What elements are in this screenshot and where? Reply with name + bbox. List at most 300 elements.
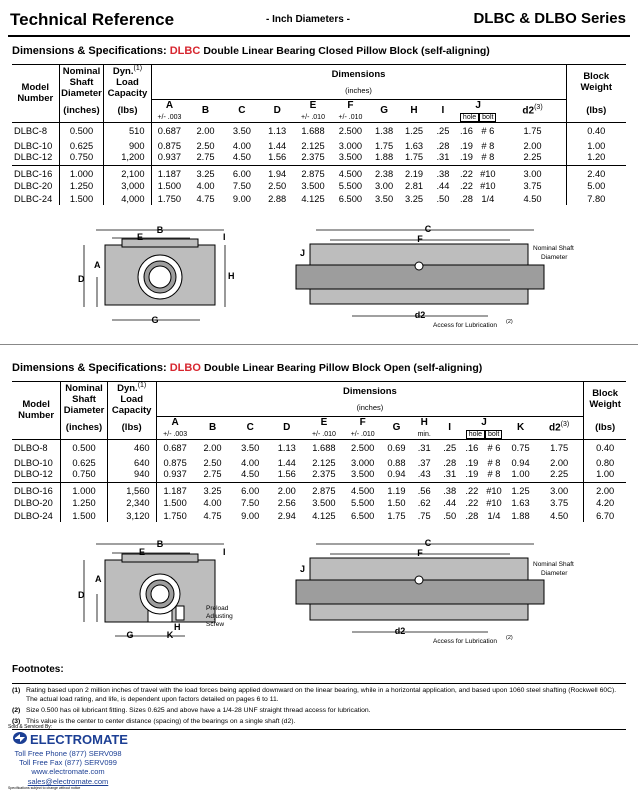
dlbo-label-c: C	[424, 538, 432, 548]
dlbc-col-h: H	[399, 99, 429, 122]
dlbc-label-d: D	[78, 274, 85, 284]
table-cell: DLBO-16	[12, 483, 61, 497]
dlbo-table-body	[12, 439, 626, 522]
table-cell: # 6	[487, 442, 501, 453]
dlbo-label-i: I	[223, 547, 226, 557]
table-cell: 2.38	[369, 166, 399, 180]
table-cell: 7.50	[232, 180, 251, 191]
contact-phone: Toll Free Phone (877) SERV098	[14, 749, 122, 758]
dlbo-preload-2: Adjusting	[206, 613, 233, 620]
table-cell: #10	[486, 497, 502, 508]
table-cell: .16	[465, 442, 479, 453]
dlbc-label-h: H	[228, 271, 235, 281]
dlbo-preload-1: Preload	[206, 605, 229, 612]
table-cell: 5.500	[351, 497, 375, 508]
dlbo-label-a: A	[95, 574, 102, 584]
footnote-1	[12, 686, 626, 704]
dlbo-col-e-label: E	[320, 416, 328, 428]
table-cell: 3,000	[104, 179, 151, 192]
dlbo-col-h-min: min.	[417, 430, 431, 438]
table-cell: 510	[104, 122, 151, 139]
table-cell: 7.50	[241, 497, 260, 508]
table-cell: #10	[476, 166, 500, 180]
table-cell: 3.500	[338, 152, 363, 163]
table-row	[12, 483, 626, 497]
table-cell: 4.00	[196, 180, 215, 191]
dlbc-col-j-label: J	[475, 99, 481, 111]
dlbo-col-j	[462, 416, 506, 439]
table-cell: DLBO-20	[12, 496, 61, 509]
dlbo-col-k: K	[506, 416, 535, 439]
table-cell: .37	[417, 457, 431, 468]
dlbc-col-e	[294, 99, 331, 122]
table-cell: 1.00	[596, 469, 615, 480]
dlbc-head-dyn-label: Dyn.	[112, 66, 134, 78]
table-cell: 1.63	[511, 497, 530, 508]
dlbc-col-d: D	[260, 99, 294, 122]
dlbo-col-j-hole: hole	[466, 430, 485, 439]
table-cell: 2.94	[277, 510, 296, 521]
spec-note: Specifications subject to change without notice	[8, 786, 81, 790]
dlbo-title-prefix: Dimensions & Specifications:	[12, 362, 167, 374]
dlbc-lubrication: Access for Lubrication	[433, 322, 497, 329]
table-cell: 2.88	[268, 193, 287, 204]
dlbc-diagram	[0, 222, 638, 338]
table-cell: 0.875	[163, 457, 187, 468]
table-cell: 0.625	[59, 139, 104, 152]
table-cell: 2.00	[500, 139, 566, 152]
dlbo-head-weight-unit: (lbs)	[584, 416, 626, 439]
table-cell: 2.75	[196, 152, 215, 163]
dlbc-head-model: Model Number	[12, 65, 59, 123]
dlbo-label-k: K	[166, 630, 174, 640]
dlbc-col-j-bolt: bolt	[479, 113, 496, 122]
table-cell: 900	[104, 139, 151, 152]
table-cell: .50	[436, 193, 450, 204]
table-cell: 0.80	[596, 457, 615, 468]
dlbc-col-d2-label: d2	[522, 105, 535, 117]
dlbc-code: DLBC	[169, 45, 201, 57]
contact-web[interactable]: www.electromate.com	[31, 767, 105, 777]
electromate-contact	[8, 724, 128, 790]
dlbo-col-a	[156, 416, 194, 439]
table-cell: .44	[443, 497, 457, 508]
table-cell: 1/4	[481, 193, 495, 204]
table-cell: 0.75	[511, 442, 530, 453]
table-cell: .22	[465, 497, 479, 508]
table-cell: 1.187	[156, 483, 194, 497]
table-cell: 3.000	[351, 457, 375, 468]
table-cell: .19	[465, 469, 479, 480]
series-title: DLBC & DLBO Series	[473, 10, 626, 27]
table-cell: 0.937	[163, 469, 187, 480]
table-cell: DLBC-8	[12, 122, 59, 139]
contact-fax: Toll Free Fax (877) SERV099	[19, 758, 117, 768]
dlbo-col-a-tol: +/- .003	[163, 430, 188, 438]
dlbc-head-weight: Block Weight	[566, 65, 626, 100]
table-cell: DLBO-12	[12, 469, 61, 483]
table-cell: 6.500	[338, 193, 363, 204]
dlbo-label-h: H	[174, 622, 181, 632]
table-cell: 4.125	[301, 193, 325, 204]
table-cell: 2.50	[203, 457, 222, 468]
table-cell: 4.50	[241, 469, 260, 480]
table-cell: 4.50	[232, 152, 251, 163]
table-cell: 7.80	[587, 193, 606, 204]
dlbo-col-a-label: A	[171, 416, 179, 428]
table-cell: .62	[417, 497, 431, 508]
electromate-brand: ELECTROMATE	[30, 732, 128, 747]
table-cell: 4.500	[332, 166, 369, 180]
dlbc-col-j-hole: hole	[460, 113, 479, 122]
table-cell: 1.500	[157, 180, 182, 191]
table-row	[12, 469, 626, 483]
footnote-3-text: This value is the center to center distance (spacing) of the bearings on a single shaft (d2).	[26, 718, 296, 725]
table-cell: 3.00	[375, 180, 394, 191]
dlbc-label-b: B	[156, 225, 164, 235]
dlbc-label-d2: d2	[414, 310, 426, 320]
footnotes	[12, 664, 626, 730]
table-cell: DLBC-16	[12, 166, 59, 180]
dlbc-col-j	[457, 99, 500, 122]
table-cell: 0.750	[61, 469, 108, 483]
table-cell: 4.50	[535, 509, 584, 522]
table-cell: 1.000	[61, 483, 108, 497]
table-cell: 6.00	[231, 483, 269, 497]
table-cell: 1.25	[404, 125, 424, 136]
table-cell: 1.000	[59, 166, 104, 180]
table-cell: 2.56	[277, 497, 296, 508]
section-divider	[0, 344, 638, 345]
table-cell: 2,340	[107, 496, 156, 509]
table-cell: 940	[107, 469, 156, 483]
table-cell: 6.500	[351, 510, 375, 521]
dlbc-col-d2-sup: (3)	[534, 104, 543, 112]
footnotes-title: Footnotes:	[12, 664, 64, 675]
dlbo-label-b: B	[156, 539, 164, 549]
dlbo-spec-table	[12, 381, 626, 522]
table-cell: .38	[437, 483, 461, 497]
dlbo-lub-sup: (2)	[506, 635, 513, 641]
table-cell: # 8	[487, 457, 501, 468]
table-cell: .44	[436, 180, 450, 191]
table-cell: 3.50	[241, 442, 260, 453]
footnote-3-num: (3)	[12, 718, 21, 725]
table-cell: .16	[459, 125, 473, 136]
dlbo-col-f	[343, 416, 382, 439]
dlbc-head-nominal-unit: (inches)	[59, 99, 104, 122]
table-cell: 2,100	[104, 166, 151, 180]
table-cell: .25	[443, 442, 457, 453]
table-cell: # 6	[481, 125, 495, 136]
table-row	[12, 509, 626, 522]
dlbo-section-title	[12, 362, 482, 374]
table-cell: 0.88	[387, 457, 406, 468]
table-cell: 2.75	[203, 469, 222, 480]
table-cell: 1.250	[61, 496, 108, 509]
table-cell: 1.187	[151, 166, 187, 180]
dlbc-head-dimensions: Dimensions	[151, 65, 566, 84]
dlbc-label-e: E	[136, 232, 144, 242]
table-cell: 640	[107, 456, 156, 469]
electromate-logo-icon	[12, 731, 28, 745]
table-cell: 1.500	[59, 192, 104, 205]
dlbo-label-d: D	[78, 590, 85, 600]
dlbo-head-nominal-unit: (inches)	[61, 416, 108, 439]
table-cell: 5.00	[587, 180, 606, 191]
dlbc-col-f-label: F	[347, 99, 354, 111]
table-cell: .22	[457, 166, 476, 180]
table-cell: 1.00	[511, 469, 530, 480]
dlbo-col-i: I	[437, 416, 461, 439]
table-cell: 2.50	[196, 140, 215, 151]
table-cell: DLBO-10	[12, 456, 61, 469]
table-cell: 1.75	[387, 510, 406, 521]
dlbo-col-d2-label: d2	[549, 422, 561, 434]
table-cell: 1.88	[511, 510, 530, 521]
table-cell: 1.44	[277, 457, 296, 468]
dlbo-label-g: G	[126, 630, 134, 640]
table-cell: 1/4	[487, 510, 501, 521]
dlbc-col-i: I	[429, 99, 457, 122]
table-cell: 4,000	[104, 192, 151, 205]
dlbo-col-j-label: J	[481, 416, 487, 428]
table-cell: 1.50	[387, 497, 406, 508]
table-cell: 1.500	[61, 509, 108, 522]
table-cell: .31	[436, 152, 450, 163]
table-cell: 0.937	[157, 152, 182, 163]
table-cell: DLBC-20	[12, 179, 59, 192]
contact-block	[14, 749, 122, 786]
table-cell: 0.40	[596, 442, 615, 453]
table-cell: # 8	[481, 152, 495, 163]
dlbc-head-dyn-sup: (1)	[133, 65, 143, 72]
table-cell: 1,560	[107, 483, 156, 497]
table-cell: .28	[443, 457, 457, 468]
dlbo-col-j-bolt: bolt	[485, 430, 502, 439]
dlbc-head-nominal: Nominal Shaft Diameter	[59, 65, 104, 100]
table-cell: 2.375	[301, 152, 325, 163]
contact-email[interactable]: sales@electromate.com	[27, 776, 109, 786]
table-cell: 3.25	[187, 166, 223, 180]
table-cell: 5.500	[338, 180, 363, 191]
dlbo-preload-3: Screw	[206, 621, 225, 628]
table-cell: 3.25	[404, 193, 424, 204]
table-cell: 2.875	[294, 166, 331, 180]
dlbc-col-a	[151, 99, 187, 122]
table-cell: 3.500	[312, 497, 336, 508]
table-cell: .25	[436, 125, 450, 136]
table-cell: DLBC-12	[12, 152, 59, 166]
dlbc-col-c: C	[224, 99, 260, 122]
table-cell: 2.00	[203, 442, 222, 453]
table-cell: 1.75	[404, 152, 424, 163]
table-cell: 1.688	[301, 125, 325, 136]
table-cell: 2.875	[305, 483, 344, 497]
dlbc-head-dyn-unit: (lbs)	[104, 99, 151, 122]
table-cell: # 8	[487, 469, 501, 480]
table-cell: 2.500	[338, 125, 363, 136]
dlbo-col-f-label: F	[359, 416, 366, 428]
table-row	[12, 439, 626, 456]
dlbo-label-e: E	[138, 547, 146, 557]
dlbc-side-view	[296, 224, 574, 329]
dlbc-section-title	[12, 45, 490, 57]
dlbo-description: Double Linear Bearing Pillow Block Open (self-aligning)	[203, 362, 483, 374]
dlbc-col-f-tol: +/- .010	[338, 113, 363, 121]
table-cell: 9.00	[241, 510, 260, 521]
table-cell: .50	[443, 510, 457, 521]
table-cell: 3.75	[500, 179, 566, 192]
footnote-2-num: (2)	[12, 707, 21, 714]
dlbc-col-d2	[500, 99, 566, 122]
table-cell: # 8	[481, 140, 495, 151]
dlbo-head-dyn2: Load Capacity	[111, 394, 152, 417]
table-cell: 3.25	[194, 483, 232, 497]
dlbc-col-g: G	[369, 99, 399, 122]
table-cell: 2.25	[500, 152, 566, 166]
table-cell: DLBC-24	[12, 192, 59, 205]
table-cell: 1.25	[506, 483, 535, 497]
table-row	[12, 192, 626, 205]
dlbc-head-weight-unit: (lbs)	[566, 99, 626, 122]
footnote-2	[12, 706, 626, 715]
dlbc-title-prefix: Dimensions & Specifications:	[12, 45, 167, 57]
table-row	[12, 179, 626, 192]
table-cell: .19	[459, 140, 473, 151]
table-cell: .28	[465, 510, 479, 521]
table-cell: 0.687	[163, 442, 187, 453]
table-cell: 1.56	[268, 152, 287, 163]
dlbc-table-body	[12, 122, 626, 205]
dlbo-col-c: C	[231, 416, 269, 439]
table-cell: 1.20	[587, 152, 606, 163]
table-cell: 4.00	[241, 457, 260, 468]
dlbc-head-dyn	[104, 65, 151, 100]
table-cell: 2.50	[268, 180, 287, 191]
table-cell: DLBC-10	[12, 139, 59, 152]
dlbo-head-dyn-label: Dyn.	[117, 383, 138, 395]
table-cell: 4.00	[203, 497, 222, 508]
table-cell: .28	[436, 140, 450, 151]
dlbo-head-dim-unit: (inches)	[156, 400, 584, 416]
dlbo-diagram	[0, 536, 638, 656]
dlbc-end-view	[78, 225, 235, 325]
dlbo-label-j: J	[300, 564, 306, 574]
table-cell: 3.500	[351, 469, 375, 480]
dlbo-nominal-shaft-2: Diameter	[541, 570, 568, 577]
table-cell: 1.88	[375, 152, 394, 163]
dlbc-col-f	[332, 99, 369, 122]
dlbo-col-d2-sup: (3)	[560, 421, 570, 429]
table-cell: 1,200	[104, 152, 151, 166]
table-cell: 3.00	[535, 483, 584, 497]
sold-by: Sold & Serviced By:	[8, 724, 53, 730]
table-cell: 3.000	[338, 140, 363, 151]
table-cell: 6.70	[596, 510, 615, 521]
table-cell: 1.750	[157, 193, 182, 204]
table-cell: 1.94	[260, 166, 294, 180]
table-cell: 1.13	[268, 125, 287, 136]
table-cell: #10	[482, 483, 506, 497]
table-cell: 2.81	[404, 180, 424, 191]
dlbo-head-model: Model Number	[12, 382, 61, 440]
footnote-1-text: Rating based upon 2 million inches of travel with the load forces being applied downward on the linear bearing, while in a horizontal application, and based upon 1060 steel shafting (Rockwell 60C). The actual load rating, and life, is dependent upon factors detailed on pages 6 to 11.	[26, 687, 617, 703]
table-cell: .19	[465, 457, 479, 468]
dlbc-head-dim-unit: (inches)	[151, 83, 566, 99]
table-cell: 1.56	[277, 469, 296, 480]
dlbo-col-e-tol: +/- .010	[311, 430, 336, 438]
dlbo-col-g: G	[382, 416, 411, 439]
dlbo-head-nominal: Nominal Shaft Diameter	[61, 382, 108, 417]
table-cell: 4.50	[500, 192, 566, 205]
table-cell: 1.250	[59, 179, 104, 192]
table-cell: 2.25	[535, 469, 584, 483]
table-cell: 2.00	[535, 456, 584, 469]
table-cell: 2.00	[269, 483, 304, 497]
page-header	[8, 0, 630, 40]
table-cell: 1.688	[312, 442, 336, 453]
dlbc-label-a: A	[94, 260, 101, 270]
table-row	[12, 456, 626, 469]
table-cell: 2.125	[301, 140, 325, 151]
dlbc-label-i: I	[223, 232, 226, 242]
table-cell: 2.19	[399, 166, 429, 180]
table-cell: 1.38	[375, 125, 394, 136]
dlbo-col-b: B	[194, 416, 232, 439]
dlbo-lubrication: Access for Lubrication	[433, 638, 497, 645]
table-cell: 1.63	[404, 140, 424, 151]
table-cell: 0.625	[61, 456, 108, 469]
dlbc-head-dyn2: Load Capacity	[107, 77, 148, 100]
dlbo-col-h-label: H	[420, 416, 428, 428]
dlbo-label-d2: d2	[394, 626, 406, 636]
dlbc-label-j: J	[300, 248, 306, 258]
table-cell: 1.75	[500, 122, 566, 139]
dlbo-head-dimensions: Dimensions	[156, 382, 584, 401]
table-cell: 4.75	[196, 193, 215, 204]
table-cell: 9.00	[232, 193, 251, 204]
table-cell: 2.40	[566, 166, 626, 180]
table-cell: 1.75	[535, 439, 584, 456]
table-cell: DLBO-8	[12, 439, 61, 456]
table-cell: 0.94	[387, 469, 406, 480]
table-cell: .56	[411, 483, 438, 497]
table-cell: 3.50	[232, 125, 251, 136]
dlbo-col-d: D	[269, 416, 304, 439]
table-row	[12, 496, 626, 509]
header-rule	[8, 35, 630, 37]
table-cell: 460	[107, 439, 156, 456]
dlbo-head-weight: Block Weight	[584, 382, 626, 417]
table-cell: 0.500	[61, 439, 108, 456]
table-cell: .38	[429, 166, 457, 180]
table-cell: 2.00	[196, 125, 215, 136]
dlbc-nominal-shaft-2: Diameter	[541, 254, 568, 261]
dlbo-col-d2	[535, 416, 584, 439]
dlbc-col-a-tol: +/- .003	[157, 113, 182, 121]
dlbo-end-view	[78, 539, 233, 640]
dlbo-col-f-tol: +/- .010	[350, 430, 375, 438]
table-cell: 2.125	[312, 457, 336, 468]
table-cell: 1.13	[277, 442, 296, 453]
page-title: Technical Reference	[10, 10, 175, 29]
table-cell: .22	[459, 180, 473, 191]
dlbc-nominal-shaft: Nominal Shaft	[533, 245, 574, 252]
table-cell: 3.00	[500, 166, 566, 180]
dlbo-code: DLBO	[169, 362, 201, 374]
table-cell: 1.500	[163, 497, 187, 508]
